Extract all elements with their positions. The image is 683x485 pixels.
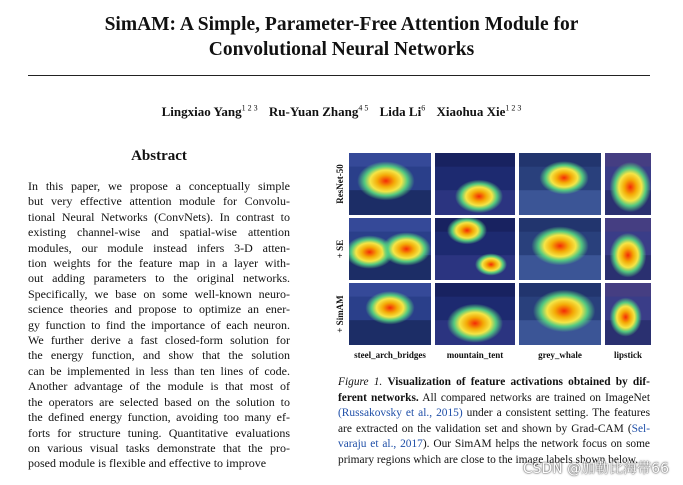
- col-label-tent: mountain_tent: [446, 350, 504, 360]
- activation-map: [435, 218, 515, 280]
- activation-map: [349, 218, 431, 280]
- row-label-simam: + SimAM: [335, 295, 345, 333]
- activation-map: [519, 283, 601, 345]
- activation-map: [605, 283, 651, 345]
- activation-map: [435, 283, 515, 345]
- citation-link[interactable]: Sel-: [631, 422, 650, 435]
- abstract-line: modules, our module instead infers 3-D atten-: [28, 240, 290, 255]
- abstract-line: forts for structure tuning. Quantitative evaluations: [28, 425, 290, 440]
- abstract-line: Another advantage of the module is that most of: [28, 379, 290, 394]
- activation-map: [605, 218, 651, 280]
- title-rule: [28, 75, 650, 76]
- title-line-1: SimAM: A Simple, Parameter-Free Attention Module for: [104, 14, 579, 35]
- abstract-line: the defined energy function, avoiding too many ef-: [28, 410, 290, 425]
- citation-link[interactable]: varaju et al., 2017: [338, 438, 423, 451]
- abstract-line: can be implemented in less than ten lines of code.: [28, 363, 290, 378]
- activation-map: [519, 218, 601, 280]
- author: Lingxiao Yang$^{1 2 3}$: [161, 104, 258, 120]
- title-line-2: Convolutional Neural Networks: [208, 39, 475, 60]
- citation-link[interactable]: (Russakovsky et al., 2015): [338, 407, 463, 420]
- abstract-line: posed module is flexible and effective to improve: [28, 456, 267, 471]
- paper-title: [0, 12, 683, 62]
- abstract-line: but very effective attention module for Convolu-: [28, 194, 290, 209]
- abstract-line: We further derive a fast closed-form solution for: [28, 333, 290, 348]
- abstract-line: out adding parameters to the original networks.: [28, 271, 290, 286]
- abstract-line: the operators are selected based on the solution to: [28, 394, 290, 409]
- activation-map: [349, 153, 431, 215]
- activation-map: [349, 283, 431, 345]
- figure-caption: Figure 1. Visualization of feature activations obtained by dif- ferent networks. All compared networks are trained on ImageNet (Russakovsky et al., 2015) under a consistent setting. The features are extracted on the validation set and shown by Grad-CAM (Sel- varaju et al., 2017). Our SimAM helps the network focus on some primary regions which are close to the image labels shown below.: [338, 376, 651, 466]
- figure-1: [333, 150, 651, 365]
- activation-map: [605, 153, 651, 215]
- abstract-line: tion weights for the feature map in a layer with-: [28, 256, 290, 271]
- abstract-line: science theories and propose to optimize an ener-: [28, 302, 290, 317]
- activation-map: [435, 153, 515, 215]
- row-label-se: + SE: [335, 239, 345, 259]
- row-label-resnet: ResNet-50: [335, 164, 345, 204]
- activation-map: [519, 153, 601, 215]
- watermark: CSDN @加勒比海带66: [522, 461, 669, 477]
- abstract-line: on various visual tasks demonstrate that the pro-: [28, 440, 290, 455]
- abstract-body: [28, 179, 290, 472]
- abstract-line: existing channel-wise and spatial-wise attention: [28, 225, 290, 240]
- col-label-bridge: steel_arch_bridges: [354, 350, 426, 360]
- abstract-line: Specifically, we base on some well-known neuro-: [28, 286, 290, 301]
- abstract-line: gy function to find the importance of each neuron.: [28, 317, 290, 332]
- col-label-whale: grey_whale: [538, 350, 582, 360]
- abstract-line: In this paper, we propose a conceptually simple: [28, 179, 290, 193]
- abstract-line: tional Neural Networks (ConvNets). In contrast to: [28, 209, 290, 224]
- author-list: [0, 104, 683, 120]
- author: Xiaohua Xie$^{1 2 3}$: [436, 104, 522, 120]
- author: Lida Li$^6$: [379, 104, 426, 120]
- abstract-line: the energy function, and show that the solution: [28, 348, 290, 363]
- author: Ru-Yuan Zhang$^{4 5}$: [268, 104, 369, 120]
- col-label-lipstick: lipstick: [613, 350, 642, 360]
- abstract-heading: Abstract: [131, 148, 187, 164]
